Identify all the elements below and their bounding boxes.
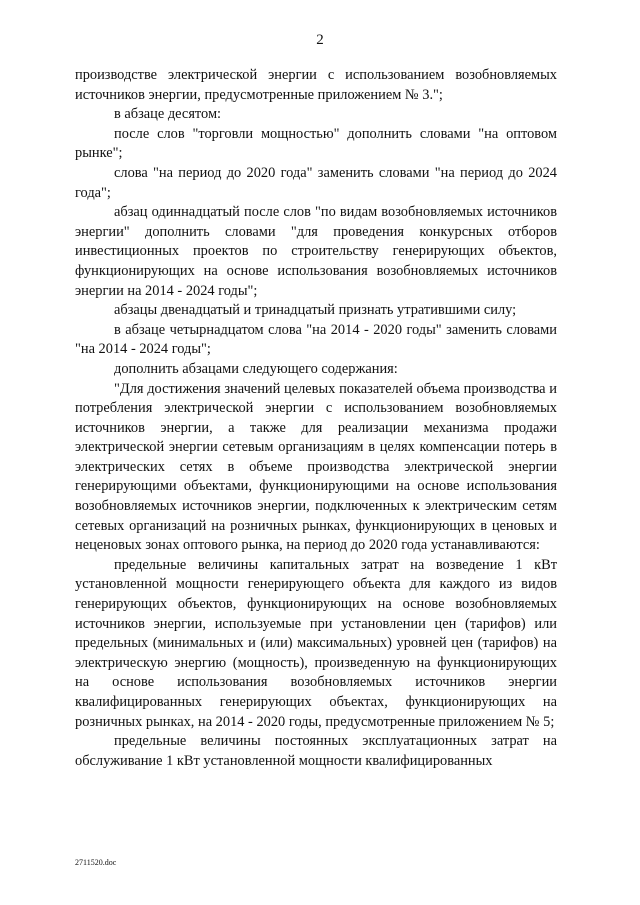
page-number: 2 xyxy=(316,32,324,48)
paragraph-continuation: производстве электрической энергии с использованием возобновляемых источников энергии, предусмотренные приложением № 3."; xyxy=(75,67,557,103)
paragraph-tenth-abzac: в абзаце десятом: xyxy=(114,106,222,123)
paragraph-add-wholesale-market: после слов "торговли мощностью" дополнить словами "на оптовом рынке"; xyxy=(75,125,557,162)
paragraph-fourteenth-abzac: в абзаце четырнадцатом слова "на 2014 - 2020 годы" заменить словами "на 2014 - 2024 годы"; xyxy=(75,321,557,358)
document-body xyxy=(75,66,557,771)
document-code: 2711520.doc xyxy=(75,858,117,867)
paragraph-replace-period: слова "на период до 2020 года" заменить словами "на период до 2024 года"; xyxy=(75,164,557,201)
paragraph-eleventh-abzac: абзац одиннадцатый после слов "по видам возобновляемых источников энергии" дополнить словами "для проведения конкурсных отборов инвестиционных проектов по строительству генерирующих объектов, функционирующих на основе использования возобновляемых источников энергии на 2014 - 2024 годы"; xyxy=(75,204,557,299)
paragraph-quoted-target-values: "Для достижения значений целевых показателей объема производства и потребления электрической энергии с использованием возобновляемых источников энергии, а также для реализации механизма продажи электрической энергии сетевым организациям в целях компенсации потерь в электрических сетях в объеме производства электрической энергии генерирующими объектами, функционирующими на основе использования возобновляемых источников энергии, подключенных к электрическим сетям сетевых организаций на розничных рынках, функционирующих в ценовых и неценовых зонах оптового рынка, на период до 2020 года устанавливаются: xyxy=(75,380,557,554)
paragraph-add-abzacs: дополнить абзацами следующего содержания: xyxy=(114,360,398,377)
paragraph-capital-costs: предельные величины капитальных затрат на возведение 1 кВт установленной мощности генерирующего объекта для каждого из видов генерирующих объектов, функционирующих на основе возобновляемых источников энергии, используемые при установлении цен (тарифов) или предельных (минимальных и (или) максимальных) уровней цен (тарифов) на электрическую энергию (мощность), произведенную на функционирующих на основе использования возобновляемых источников энергии квалифицированных генерирующих объектах, функционирующих на розничных рынках, на 2014 - 2020 годы, предусмотренные приложением № 5; xyxy=(75,556,557,730)
paragraph-invalidate-abzacs: абзацы двенадцатый и тринадцатый признать утратившими силу; xyxy=(114,302,517,319)
paragraph-operating-costs: предельные величины постоянных эксплуатационных затрат на обслуживание 1 кВт установленной мощности квалифицированных xyxy=(75,733,557,769)
